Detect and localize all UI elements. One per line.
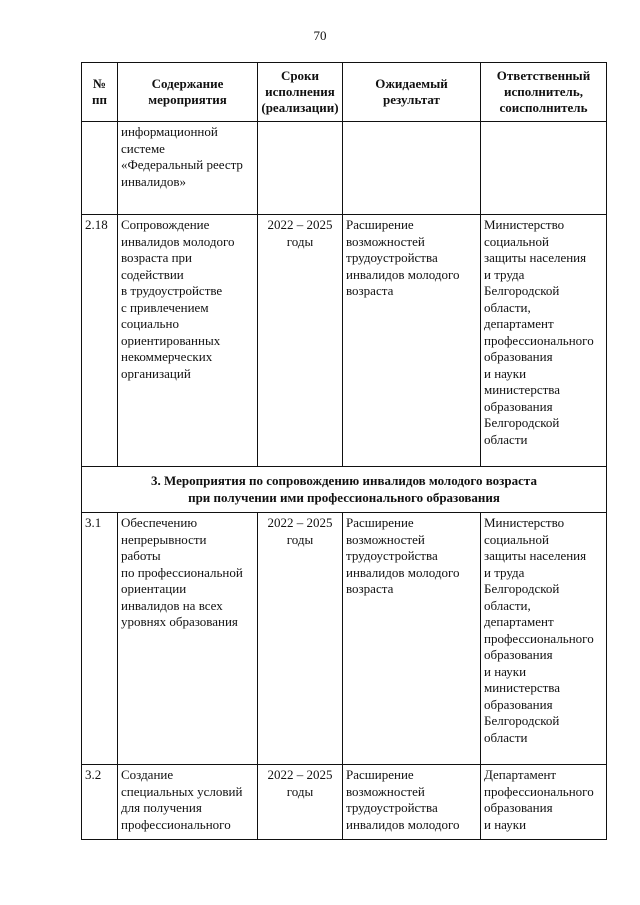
section-heading-row (82, 467, 607, 513)
row-content: Создание специальных условий для получения профессионального (118, 765, 258, 840)
row-result: Расширение возможностей трудоустройства инвалидов молодого (343, 765, 481, 840)
row-executor: Министерство социальной защиты населения и труда Белгородской области, департамент профессионального образования и науки министерства образования Белгородской области (481, 215, 607, 467)
row-content: Сопровождение инвалидов молодого возраста при содействии в трудоустройстве с привлечением социально ориентированных некоммерческих организаций (118, 215, 258, 467)
row-executor: Министерство социальной защиты населения и труда Белгородской области, департамент профессионального образования и науки министерства образования Белгородской области (481, 513, 607, 765)
row-term: 2022 – 2025 годы (258, 215, 343, 467)
row-content: информационной системе «Федеральный реестр инвалидов» (118, 122, 258, 215)
header-result: Ожидаемый результат (343, 63, 481, 122)
header-term: Сроки исполнения (реализации) (258, 63, 343, 122)
table-row (82, 513, 607, 765)
row-term: 2022 – 2025 годы (258, 765, 343, 840)
row-result: Расширение возможностей трудоустройства инвалидов молодого возраста (343, 215, 481, 467)
row-number: 3.2 (82, 765, 118, 840)
header-number: № пп (82, 63, 118, 122)
measures-table (81, 62, 607, 840)
page-number: 70 (313, 28, 327, 43)
row-result (343, 122, 481, 215)
table-header-row (82, 63, 607, 122)
header-content: Содержание мероприятия (118, 63, 258, 122)
row-term (258, 122, 343, 215)
row-executor: Департамент профессионального образования и науки (481, 765, 607, 840)
row-term: 2022 – 2025 годы (258, 513, 343, 765)
table-row (82, 215, 607, 467)
section-3-heading: 3. Мероприятия по сопровождению инвалидов молодого возраста при получении ими профессионального образования (82, 467, 607, 513)
table-row (82, 122, 607, 215)
row-result: Расширение возможностей трудоустройства инвалидов молодого возраста (343, 513, 481, 765)
row-executor (481, 122, 607, 215)
row-number: 2.18 (82, 215, 118, 467)
header-executor: Ответственный исполнитель, соисполнитель (481, 63, 607, 122)
row-number (82, 122, 118, 215)
row-content: Обеспечению непрерывности работы по профессиональной ориентации инвалидов на всех уровнях образования (118, 513, 258, 765)
row-number: 3.1 (82, 513, 118, 765)
table-row (82, 765, 607, 840)
